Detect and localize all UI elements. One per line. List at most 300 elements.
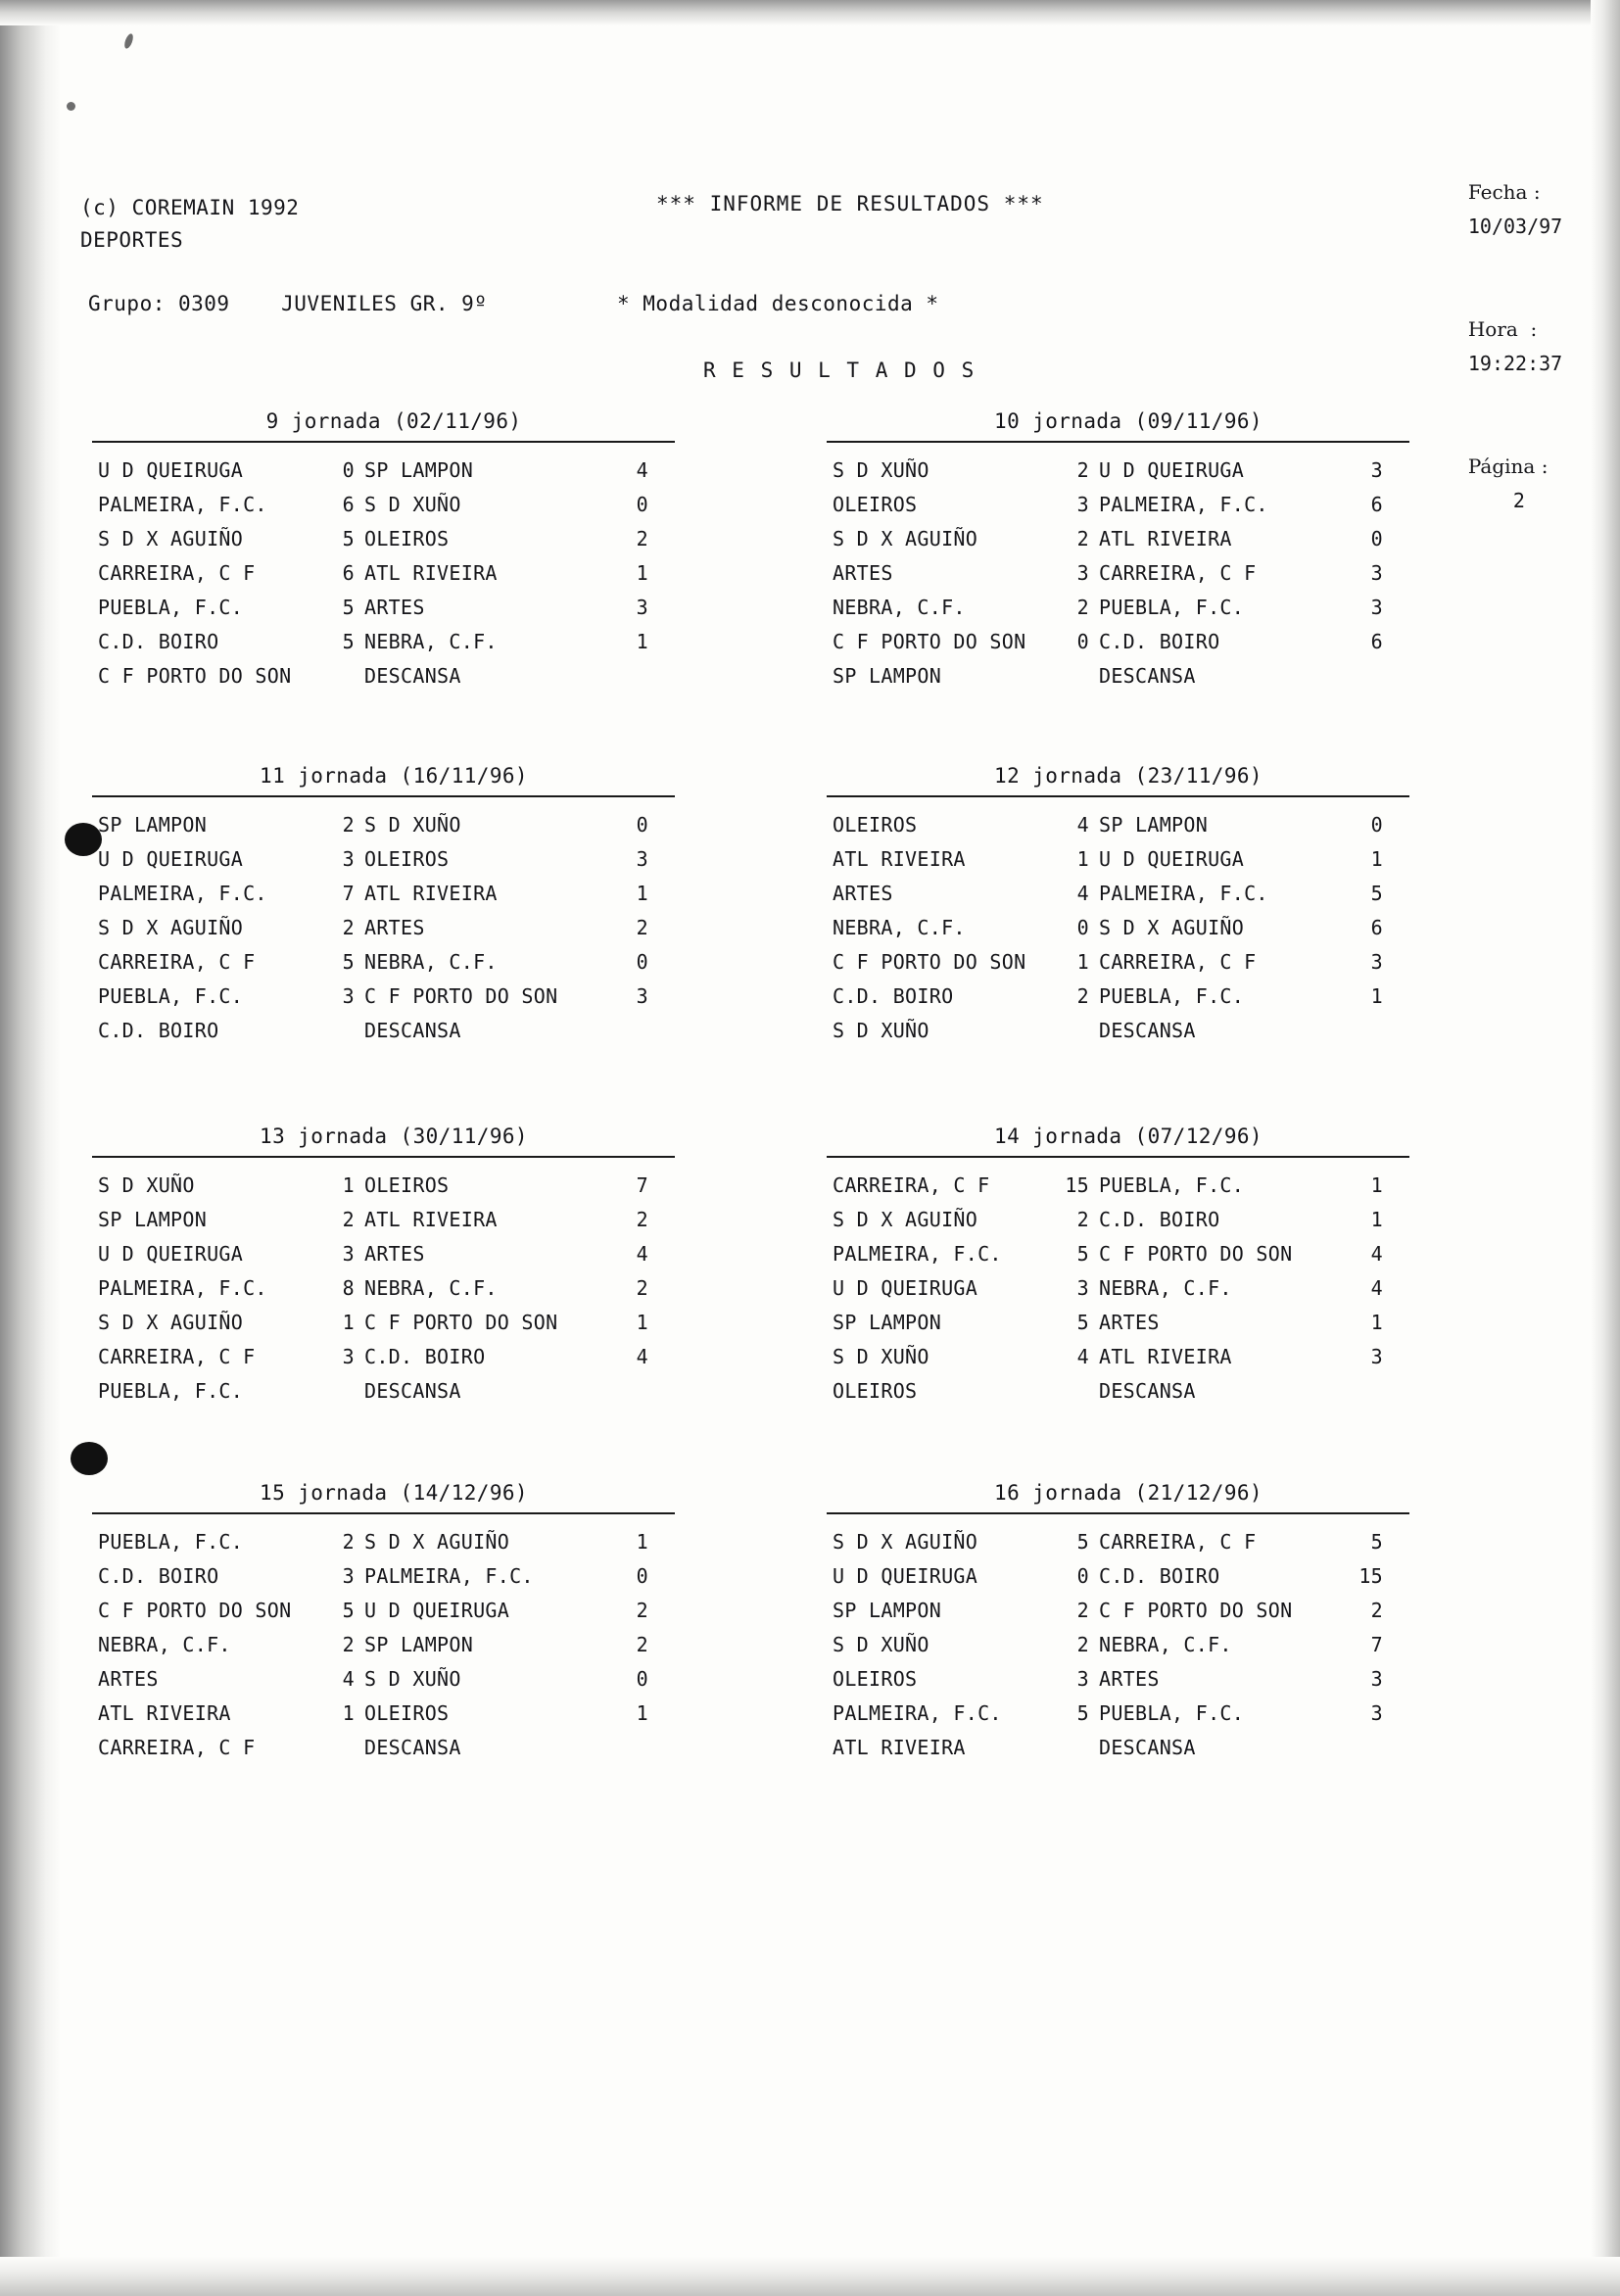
- home-goals: 15: [1065, 1173, 1089, 1197]
- home-goals: 1: [342, 1311, 355, 1334]
- jornada-block: [815, 1124, 1442, 1413]
- table-row: [833, 1208, 1383, 1242]
- jornada-title: 14 jornada (07/12/96): [994, 1124, 1263, 1148]
- home-goals: 3: [342, 1242, 355, 1266]
- away-goals: 2: [636, 1276, 648, 1300]
- away-goals: 0: [636, 493, 648, 516]
- rest-label: DESCANSA: [364, 1379, 461, 1403]
- home-team: ARTES: [833, 882, 893, 905]
- home-team: PALMEIRA, F.C.: [98, 882, 267, 905]
- home-team: CARREIRA, C F: [833, 1173, 990, 1197]
- jornada-divider: [827, 1156, 1409, 1158]
- home-team: OLEIROS: [833, 1379, 918, 1403]
- away-goals: 3: [1370, 561, 1383, 585]
- home-goals: 3: [342, 847, 355, 871]
- table-row: [833, 984, 1383, 1019]
- away-goals: 15: [1358, 1564, 1383, 1588]
- home-team: S D X AGUIÑO: [833, 527, 978, 550]
- home-goals: 1: [1076, 950, 1089, 974]
- results-table: [98, 1173, 648, 1413]
- home-goals: 1: [342, 1173, 355, 1197]
- away-goals: 1: [636, 1530, 648, 1554]
- away-team: C F PORTO DO SON: [1099, 1242, 1293, 1266]
- away-goals: 1: [636, 630, 648, 653]
- home-goals: 5: [342, 596, 355, 619]
- jornada-divider: [827, 795, 1409, 797]
- away-team: U D QUEIRUGA: [1099, 847, 1245, 871]
- home-team: PALMEIRA, F.C.: [98, 1276, 267, 1300]
- home-team: S D XUÑO: [833, 1633, 929, 1656]
- home-team: U D QUEIRUGA: [98, 847, 244, 871]
- home-team: S D X AGUIÑO: [833, 1208, 978, 1231]
- home-team: C F PORTO DO SON: [98, 1599, 292, 1622]
- away-team: PALMEIRA, F.C.: [364, 1564, 534, 1588]
- home-team: OLEIROS: [833, 1667, 918, 1691]
- home-goals: 5: [342, 630, 355, 653]
- table-row: [98, 1530, 648, 1564]
- away-team: NEBRA, C.F.: [364, 950, 498, 974]
- away-team: PUEBLA, F.C.: [1099, 1701, 1245, 1725]
- table-row: [833, 1311, 1383, 1345]
- table-row: [833, 1564, 1383, 1599]
- away-goals: 3: [1370, 596, 1383, 619]
- jornada-title: 15 jornada (14/12/96): [260, 1481, 528, 1505]
- home-team: PUEBLA, F.C.: [98, 1379, 244, 1403]
- hora-label: Hora :: [1467, 317, 1538, 341]
- group-line: Grupo: 0309 JUVENILES GR. 9º: [88, 292, 488, 315]
- home-team: PUEBLA, F.C.: [98, 984, 244, 1008]
- table-row: [98, 664, 648, 698]
- away-team: C F PORTO DO SON: [364, 984, 558, 1008]
- jornada-divider: [92, 441, 675, 443]
- home-goals: 3: [342, 984, 355, 1008]
- jornada-divider: [827, 441, 1409, 443]
- jornada-divider: [827, 1512, 1409, 1514]
- home-team: C.D. BOIRO: [98, 630, 219, 653]
- jornada-title: 13 jornada (30/11/96): [260, 1124, 528, 1148]
- away-goals: 3: [1370, 1345, 1383, 1368]
- home-team: U D QUEIRUGA: [833, 1276, 978, 1300]
- home-team: S D X AGUIÑO: [833, 1530, 978, 1554]
- away-team: NEBRA, C.F.: [364, 630, 498, 653]
- away-goals: 0: [1370, 527, 1383, 550]
- home-goals: 3: [342, 1564, 355, 1588]
- home-goals: 4: [342, 1667, 355, 1691]
- rest-label: DESCANSA: [1099, 1019, 1196, 1042]
- home-team: OLEIROS: [833, 813, 918, 837]
- away-team: OLEIROS: [364, 847, 450, 871]
- away-team: SP LAMPON: [364, 458, 474, 482]
- table-row: [98, 1345, 648, 1379]
- home-team: CARREIRA, C F: [98, 561, 256, 585]
- away-team: PALMEIRA, F.C.: [1099, 493, 1268, 516]
- results-table: [833, 813, 1383, 1053]
- home-goals: 2: [342, 1530, 355, 1554]
- table-row: [833, 1701, 1383, 1736]
- home-goals: 5: [342, 1599, 355, 1622]
- results-table: [833, 1530, 1383, 1770]
- table-row: [833, 493, 1383, 527]
- away-team: S D XUÑO: [364, 813, 461, 837]
- away-team: ATL RIVEIRA: [364, 1208, 498, 1231]
- away-team: PUEBLA, F.C.: [1099, 1173, 1245, 1197]
- table-row: [833, 1736, 1383, 1770]
- results-table: [833, 1173, 1383, 1413]
- table-row: [833, 630, 1383, 664]
- results-table: [833, 458, 1383, 698]
- table-row: [98, 1701, 648, 1736]
- copyright-line: (c) COREMAIN 1992: [80, 196, 300, 219]
- away-goals: 0: [636, 1667, 648, 1691]
- home-team: S D XUÑO: [98, 1173, 195, 1197]
- home-goals: 2: [1076, 1599, 1089, 1622]
- away-team: C.D. BOIRO: [364, 1345, 486, 1368]
- away-goals: 0: [1370, 813, 1383, 837]
- home-team: NEBRA, C.F.: [98, 1633, 231, 1656]
- table-row: [833, 847, 1383, 882]
- home-team: S D XUÑO: [833, 1345, 929, 1368]
- section-title: R E S U L T A D O S: [703, 359, 977, 382]
- away-team: C F PORTO DO SON: [364, 1311, 558, 1334]
- away-goals: 2: [636, 1599, 648, 1622]
- table-row: [833, 1667, 1383, 1701]
- hora-value: 19:22:37: [1467, 352, 1563, 375]
- away-team: S D XUÑO: [364, 1667, 461, 1691]
- home-goals: 5: [1076, 1242, 1089, 1266]
- home-goals: 2: [342, 1633, 355, 1656]
- table-row: [98, 1173, 648, 1208]
- away-team: ARTES: [1099, 1311, 1160, 1334]
- report-publisher-block: [80, 192, 299, 257]
- away-goals: 3: [636, 847, 648, 871]
- home-goals: 4: [1076, 1345, 1089, 1368]
- away-team: ARTES: [364, 1242, 425, 1266]
- table-row: [98, 1276, 648, 1311]
- home-team: SP LAMPON: [833, 1311, 942, 1334]
- modalidad-line: * Modalidad desconocida *: [617, 292, 939, 315]
- table-row: [833, 1276, 1383, 1311]
- home-goals: 6: [342, 493, 355, 516]
- away-team: ATL RIVEIRA: [364, 882, 498, 905]
- away-team: PALMEIRA, F.C.: [1099, 882, 1268, 905]
- table-row: [98, 1667, 648, 1701]
- home-team: NEBRA, C.F.: [833, 596, 966, 619]
- away-team: OLEIROS: [364, 1173, 450, 1197]
- home-goals: 2: [1076, 1633, 1089, 1656]
- away-goals: 2: [1370, 1599, 1383, 1622]
- home-goals: 5: [342, 950, 355, 974]
- home-team: U D QUEIRUGA: [98, 458, 244, 482]
- home-team: ATL RIVEIRA: [98, 1701, 231, 1725]
- away-team: C F PORTO DO SON: [1099, 1599, 1293, 1622]
- away-goals: 2: [636, 916, 648, 939]
- away-goals: 2: [636, 527, 648, 550]
- jornada-block: [80, 764, 707, 1053]
- home-goals: 3: [1076, 561, 1089, 585]
- home-goals: 5: [342, 527, 355, 550]
- away-goals: 1: [636, 882, 648, 905]
- home-team: C.D. BOIRO: [833, 984, 954, 1008]
- home-team: CARREIRA, C F: [98, 950, 256, 974]
- home-goals: 3: [1076, 493, 1089, 516]
- home-goals: 2: [1076, 527, 1089, 550]
- away-goals: 3: [636, 596, 648, 619]
- away-goals: 6: [1370, 493, 1383, 516]
- results-table: [98, 1530, 648, 1770]
- table-row: [98, 882, 648, 916]
- away-team: C.D. BOIRO: [1099, 1564, 1220, 1588]
- rest-label: DESCANSA: [1099, 1736, 1196, 1759]
- table-row: [98, 596, 648, 630]
- home-team: CARREIRA, C F: [98, 1345, 256, 1368]
- table-row: [98, 561, 648, 596]
- rest-label: DESCANSA: [1099, 664, 1196, 688]
- table-row: [98, 847, 648, 882]
- home-team: S D XUÑO: [833, 1019, 929, 1042]
- home-goals: 0: [1076, 916, 1089, 939]
- away-goals: 4: [636, 1242, 648, 1266]
- results-table: [98, 813, 648, 1053]
- away-team: CARREIRA, C F: [1099, 561, 1257, 585]
- home-team: C.D. BOIRO: [98, 1564, 219, 1588]
- away-goals: 7: [636, 1173, 648, 1197]
- home-team: C F PORTO DO SON: [833, 950, 1026, 974]
- home-goals: 4: [1076, 813, 1089, 837]
- jornada-block: [815, 1481, 1442, 1770]
- table-row: [833, 916, 1383, 950]
- away-team: ATL RIVEIRA: [1099, 527, 1232, 550]
- home-team: PUEBLA, F.C.: [98, 596, 244, 619]
- away-team: OLEIROS: [364, 1701, 450, 1725]
- table-row: [98, 1311, 648, 1345]
- away-goals: 1: [1370, 847, 1383, 871]
- results-table: [98, 458, 648, 698]
- meta-fecha: [1418, 141, 1562, 278]
- home-team: S D X AGUIÑO: [98, 916, 244, 939]
- rest-label: DESCANSA: [364, 664, 461, 688]
- away-goals: 5: [1370, 1530, 1383, 1554]
- meta-hora: [1418, 278, 1562, 415]
- table-row: [833, 1345, 1383, 1379]
- home-goals: 5: [1076, 1530, 1089, 1554]
- home-team: U D QUEIRUGA: [98, 1242, 244, 1266]
- table-row: [98, 458, 648, 493]
- table-row: [833, 882, 1383, 916]
- home-team: OLEIROS: [833, 493, 918, 516]
- away-team: PUEBLA, F.C.: [1099, 596, 1245, 619]
- away-goals: 5: [1370, 882, 1383, 905]
- home-team: S D XUÑO: [833, 458, 929, 482]
- home-goals: 2: [342, 1208, 355, 1231]
- table-row: [833, 1242, 1383, 1276]
- away-team: ARTES: [1099, 1667, 1160, 1691]
- table-row: [98, 984, 648, 1019]
- home-team: CARREIRA, C F: [98, 1736, 256, 1759]
- away-team: U D QUEIRUGA: [1099, 458, 1245, 482]
- away-team: ATL RIVEIRA: [364, 561, 498, 585]
- table-row: [98, 1208, 648, 1242]
- home-team: PALMEIRA, F.C.: [833, 1701, 1002, 1725]
- away-team: SP LAMPON: [1099, 813, 1209, 837]
- home-goals: 4: [1076, 882, 1089, 905]
- away-goals: 0: [636, 1564, 648, 1588]
- away-goals: 3: [1370, 1667, 1383, 1691]
- department-line: DEPORTES: [80, 228, 184, 252]
- away-team: C.D. BOIRO: [1099, 630, 1220, 653]
- home-goals: 2: [342, 813, 355, 837]
- home-team: ATL RIVEIRA: [833, 847, 966, 871]
- table-row: [833, 1599, 1383, 1633]
- away-goals: 3: [1370, 950, 1383, 974]
- jornada-divider: [92, 1512, 675, 1514]
- table-row: [98, 950, 648, 984]
- home-goals: 3: [342, 1345, 355, 1368]
- away-goals: 4: [1370, 1242, 1383, 1266]
- table-row: [98, 527, 648, 561]
- table-row: [833, 458, 1383, 493]
- home-team: PUEBLA, F.C.: [98, 1530, 244, 1554]
- home-team: NEBRA, C.F.: [833, 916, 966, 939]
- away-team: CARREIRA, C F: [1099, 950, 1257, 974]
- away-team: ARTES: [364, 596, 425, 619]
- table-row: [98, 1736, 648, 1770]
- home-goals: 2: [1076, 984, 1089, 1008]
- away-goals: 2: [636, 1208, 648, 1231]
- table-row: [98, 1599, 648, 1633]
- table-row: [98, 1242, 648, 1276]
- rest-label: DESCANSA: [364, 1736, 461, 1759]
- away-team: NEBRA, C.F.: [364, 1276, 498, 1300]
- home-team: S D X AGUIÑO: [98, 1311, 244, 1334]
- home-team: C F PORTO DO SON: [98, 664, 292, 688]
- home-goals: 3: [1076, 1667, 1089, 1691]
- away-goals: 6: [1370, 916, 1383, 939]
- home-goals: 1: [1076, 847, 1089, 871]
- away-goals: 2: [636, 1633, 648, 1656]
- table-row: [833, 561, 1383, 596]
- home-goals: 1: [342, 1701, 355, 1725]
- away-team: CARREIRA, C F: [1099, 1530, 1257, 1554]
- jornada-divider: [92, 795, 675, 797]
- away-team: U D QUEIRUGA: [364, 1599, 510, 1622]
- table-row: [833, 1019, 1383, 1053]
- home-team: PALMEIRA, F.C.: [98, 493, 267, 516]
- home-goals: 2: [1076, 596, 1089, 619]
- away-goals: 3: [636, 984, 648, 1008]
- away-goals: 1: [1370, 1173, 1383, 1197]
- away-goals: 1: [1370, 1208, 1383, 1231]
- home-team: S D X AGUIÑO: [98, 527, 244, 550]
- away-team: ATL RIVEIRA: [1099, 1345, 1232, 1368]
- away-goals: 4: [636, 1345, 648, 1368]
- away-team: ARTES: [364, 916, 425, 939]
- away-goals: 4: [1370, 1276, 1383, 1300]
- home-goals: 0: [1076, 1564, 1089, 1588]
- home-team: SP LAMPON: [833, 664, 942, 688]
- home-goals: 8: [342, 1276, 355, 1300]
- fecha-label: Fecha :: [1467, 180, 1541, 204]
- away-team: NEBRA, C.F.: [1099, 1276, 1232, 1300]
- jornada-block: [815, 764, 1442, 1053]
- away-goals: 1: [636, 1701, 648, 1725]
- home-team: ARTES: [98, 1667, 159, 1691]
- table-row: [98, 916, 648, 950]
- jornada-block: [80, 409, 707, 698]
- table-row: [833, 950, 1383, 984]
- table-row: [833, 813, 1383, 847]
- home-goals: 2: [1076, 458, 1089, 482]
- table-row: [833, 664, 1383, 698]
- home-goals: 3: [1076, 1276, 1089, 1300]
- jornada-block: [80, 1124, 707, 1413]
- away-goals: 1: [636, 561, 648, 585]
- jornada-title: 9 jornada (02/11/96): [265, 409, 522, 433]
- away-team: C.D. BOIRO: [1099, 1208, 1220, 1231]
- home-team: ATL RIVEIRA: [833, 1736, 966, 1759]
- away-goals: 4: [636, 458, 648, 482]
- table-row: [98, 493, 648, 527]
- rest-label: DESCANSA: [1099, 1379, 1196, 1403]
- home-goals: 0: [342, 458, 355, 482]
- jornada-block: [815, 409, 1442, 698]
- table-row: [833, 1633, 1383, 1667]
- table-row: [98, 1379, 648, 1413]
- table-row: [98, 1564, 648, 1599]
- away-goals: 1: [1370, 984, 1383, 1008]
- pagina-value: 2: [1512, 489, 1525, 512]
- home-goals: 5: [1076, 1311, 1089, 1334]
- jornada-title: 10 jornada (09/11/96): [994, 409, 1263, 433]
- home-team: SP LAMPON: [833, 1599, 942, 1622]
- table-row: [98, 813, 648, 847]
- table-row: [833, 527, 1383, 561]
- table-row: [833, 1530, 1383, 1564]
- table-row: [833, 1173, 1383, 1208]
- home-goals: 0: [1076, 630, 1089, 653]
- fecha-value: 10/03/97: [1467, 215, 1563, 238]
- away-team: OLEIROS: [364, 527, 450, 550]
- jornada-title: 16 jornada (21/12/96): [994, 1481, 1263, 1505]
- away-goals: 1: [1370, 1311, 1383, 1334]
- away-team: SP LAMPON: [364, 1633, 474, 1656]
- home-team: C F PORTO DO SON: [833, 630, 1026, 653]
- table-row: [98, 1633, 648, 1667]
- home-goals: 7: [342, 882, 355, 905]
- jornada-divider: [92, 1156, 675, 1158]
- away-team: NEBRA, C.F.: [1099, 1633, 1232, 1656]
- jornada-title: 12 jornada (23/11/96): [994, 764, 1263, 788]
- home-goals: 2: [1076, 1208, 1089, 1231]
- home-team: SP LAMPON: [98, 813, 208, 837]
- jornada-title: 11 jornada (16/11/96): [260, 764, 528, 788]
- home-goals: 2: [342, 916, 355, 939]
- home-team: ARTES: [833, 561, 893, 585]
- away-goals: 3: [1370, 458, 1383, 482]
- rest-label: DESCANSA: [364, 1019, 461, 1042]
- away-goals: 3: [1370, 1701, 1383, 1725]
- away-team: S D X AGUIÑO: [364, 1530, 510, 1554]
- home-team: U D QUEIRUGA: [833, 1564, 978, 1588]
- pagina-label: Página :: [1467, 454, 1549, 478]
- home-goals: 6: [342, 561, 355, 585]
- away-goals: 7: [1370, 1633, 1383, 1656]
- home-team: PALMEIRA, F.C.: [833, 1242, 1002, 1266]
- report-title: *** INFORME DE RESULTADOS ***: [656, 192, 1044, 215]
- away-goals: 0: [636, 950, 648, 974]
- table-row: [98, 630, 648, 664]
- table-row: [98, 1019, 648, 1053]
- table-row: [833, 1379, 1383, 1413]
